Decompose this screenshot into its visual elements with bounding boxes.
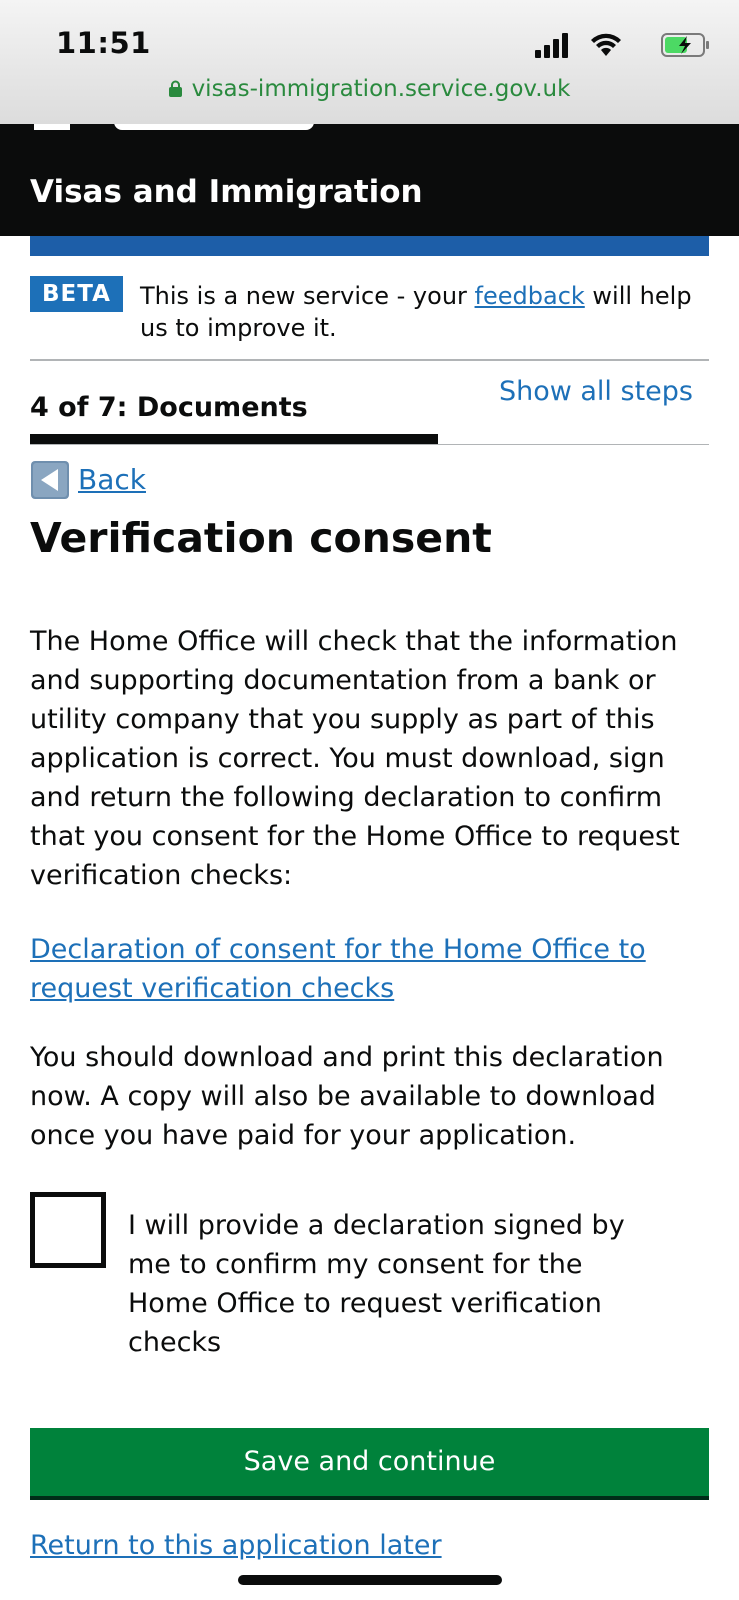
govuk-logo[interactable] bbox=[34, 124, 334, 134]
status-time: 11:51 bbox=[56, 26, 151, 60]
download-instructions: You should download and print this declaration now. A copy will also be available to download once you have paid for your application. bbox=[30, 1042, 664, 1151]
back-arrow-icon bbox=[30, 460, 70, 500]
beta-tag: BETA bbox=[30, 276, 123, 312]
divider bbox=[30, 444, 709, 445]
beta-text bbox=[140, 280, 710, 344]
step-label: 4 of 7: Documents bbox=[30, 392, 308, 423]
home-indicator bbox=[238, 1575, 502, 1585]
return-later-link[interactable]: Return to this application later bbox=[30, 1530, 442, 1561]
battery-charging-icon bbox=[661, 32, 711, 58]
show-all-steps-link[interactable]: Show all steps bbox=[498, 376, 693, 407]
url-text: visas-immigration.service.gov.uk bbox=[191, 76, 571, 102]
header-blue-bar bbox=[30, 236, 709, 256]
feedback-link[interactable]: feedback bbox=[474, 282, 585, 310]
back-label[interactable]: Back bbox=[78, 463, 146, 496]
site-header bbox=[0, 124, 739, 236]
beta-text-after: will help us to improve it. bbox=[140, 282, 692, 342]
intro-paragraph: The Home Office will check that the information and supporting documentation from a bank or utility company that you supply as part of this application is correct. You must download, sign and return the following declaration to confirm that you consent for the Home Office to request verification checks: bbox=[30, 626, 680, 891]
consent-checkbox-label[interactable]: I will provide a declaration signed by me to confirm my consent for the Home Office to request verification checks bbox=[128, 1210, 625, 1358]
save-and-continue-button[interactable]: Save and continue bbox=[30, 1428, 709, 1496]
wifi-icon bbox=[589, 32, 623, 58]
signal-icon bbox=[535, 32, 571, 58]
beta-text-before: This is a new service - your bbox=[140, 282, 475, 310]
status-bar bbox=[0, 0, 739, 124]
status-icons bbox=[531, 32, 711, 58]
declaration-download-link[interactable]: Declaration of consent for the Home Office to request verification checks bbox=[30, 934, 646, 1004]
page-title: Verification consent bbox=[30, 514, 492, 562]
consent-checkbox[interactable] bbox=[30, 1192, 106, 1268]
step-progress-bar bbox=[30, 434, 438, 444]
divider bbox=[30, 359, 709, 361]
address-bar[interactable] bbox=[0, 76, 739, 102]
service-name[interactable]: Visas and Immigration bbox=[30, 174, 423, 210]
lock-icon bbox=[169, 80, 182, 97]
